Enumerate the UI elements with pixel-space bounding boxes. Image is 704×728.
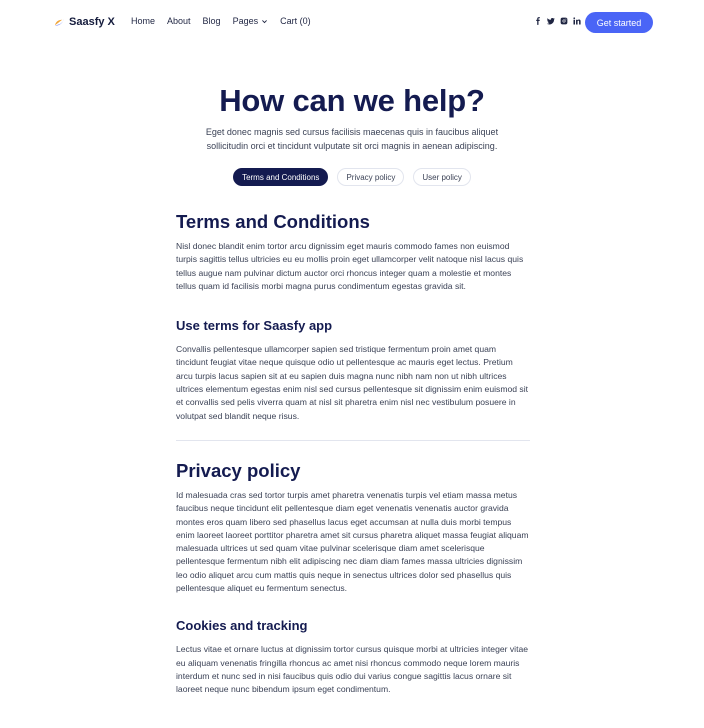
nav-pages-dropdown[interactable] <box>233 16 269 26</box>
policy-content <box>176 210 530 697</box>
page-subtitle: Eget donec magnis sed cursus facilisis maecenas quis in faucibus aliquet sollicitudin orci et tincidunt vulputate sit orci magnis in aenean adipiscing. <box>205 127 499 151</box>
policy-tabs <box>0 168 704 186</box>
facebook-icon[interactable] <box>534 17 542 25</box>
privacy-body: Id malesuada cras sed tortor turpis amet pharetra venenatis turpis vel etiam massa metus faucibus neque tincidunt elit pellentesque diam eget venenatis venenatis auctor gravida montes eros quam libero sed phasellus lacus eget accumsan at nulla duis morbi tempus enim laoreet laoreet porttitor pharetra amet sit cursus pharetra aliquet massa feugiat aliquam malesuada ultrices ut sed quam vitae pulvinar scelerisque diam amet scelerisque pellentesque fermentum nibh elit adipiscing nec diam diam fames massa ultricies dignissim leo odio aliquet arcu cum mattis quis neque in senectus ultrices dolor sed phasellus quis pellentesque aliquet eu fermentum senectus. <box>176 489 529 594</box>
nav-blog-link[interactable]: Blog <box>202 16 221 26</box>
tab-user-policy[interactable]: User policy <box>413 168 471 186</box>
cookies-body: Lectus vitae et ornare luctus at dignissim tortor cursus quisque morbi at ultricies integer vitae eu aliquam venenatis fringilla rhoncus ac amet nisi rhoncus commodo neque lorem mauris interdum et nunc sed in nisi faucibus quis odio dui varius congue sagittis lacus ornare sit laoreet neque nunc bibendum ipsum eget condimentum. <box>176 644 529 695</box>
brand-name: Saasfy X <box>69 16 115 28</box>
top-nav <box>0 0 704 44</box>
privacy-heading: Privacy policy <box>176 459 301 481</box>
twitter-icon[interactable] <box>547 17 555 25</box>
nav-pages-label: Pages <box>232 16 259 26</box>
nav-cart-link[interactable]: Cart (0) <box>280 16 311 26</box>
main-menu <box>131 16 323 26</box>
tab-privacy-policy[interactable]: Privacy policy <box>337 168 404 186</box>
page-title: How can we help? <box>219 83 485 118</box>
linkedin-icon[interactable] <box>573 17 581 25</box>
brand-logo[interactable] <box>54 14 115 30</box>
use-terms-heading: Use terms for Saasfy app <box>176 318 333 334</box>
social-links <box>534 17 581 25</box>
logo-mark-icon <box>54 17 65 28</box>
terms-heading: Terms and Conditions <box>176 211 370 232</box>
nav-about-link[interactable]: About <box>167 16 191 26</box>
instagram-icon[interactable] <box>560 17 568 25</box>
section-divider <box>176 440 530 441</box>
nav-home-link[interactable]: Home <box>131 16 156 26</box>
terms-body: Nisl donec blandit enim tortor arcu dignissim eget mauris commodo fames non euismod turpis sagittis tellus ultricies eu eu mollis proin eget ullamcorper velit natoque nisl lacus quis tellus augue nam pulvinar dictum auctor orci rhoncus integer quam a molestie et montes tellus quam id facilisis morbi magna purus condimentum egestas gravida sit. <box>176 241 524 291</box>
chevron-down-icon <box>261 18 268 25</box>
get-started-button[interactable]: Get started <box>585 12 653 33</box>
use-terms-body: Convallis pellentesque ullamcorper sapien sed tristique fermentum proin amet quam tincidunt feugiat vitae neque quisque odio ut pellentesque ac mauris eget lectus. Pretium arcu turpis lacus sapien sit at eu sapien duis magna nunc nibh nam non ut nibh ultrices ultrices elementum egestas enim nisl sed cursus pellentesque sit dignissim enim euismod sit et convallis sed pelis viverra quam at nisl sit pharetra enim nisl nec vestibulum posuere in volutpat sed blandit neque risus. <box>176 344 529 421</box>
tab-terms-and-conditions[interactable]: Terms and Conditions <box>233 168 328 186</box>
cookies-heading: Cookies and tracking <box>176 618 308 634</box>
